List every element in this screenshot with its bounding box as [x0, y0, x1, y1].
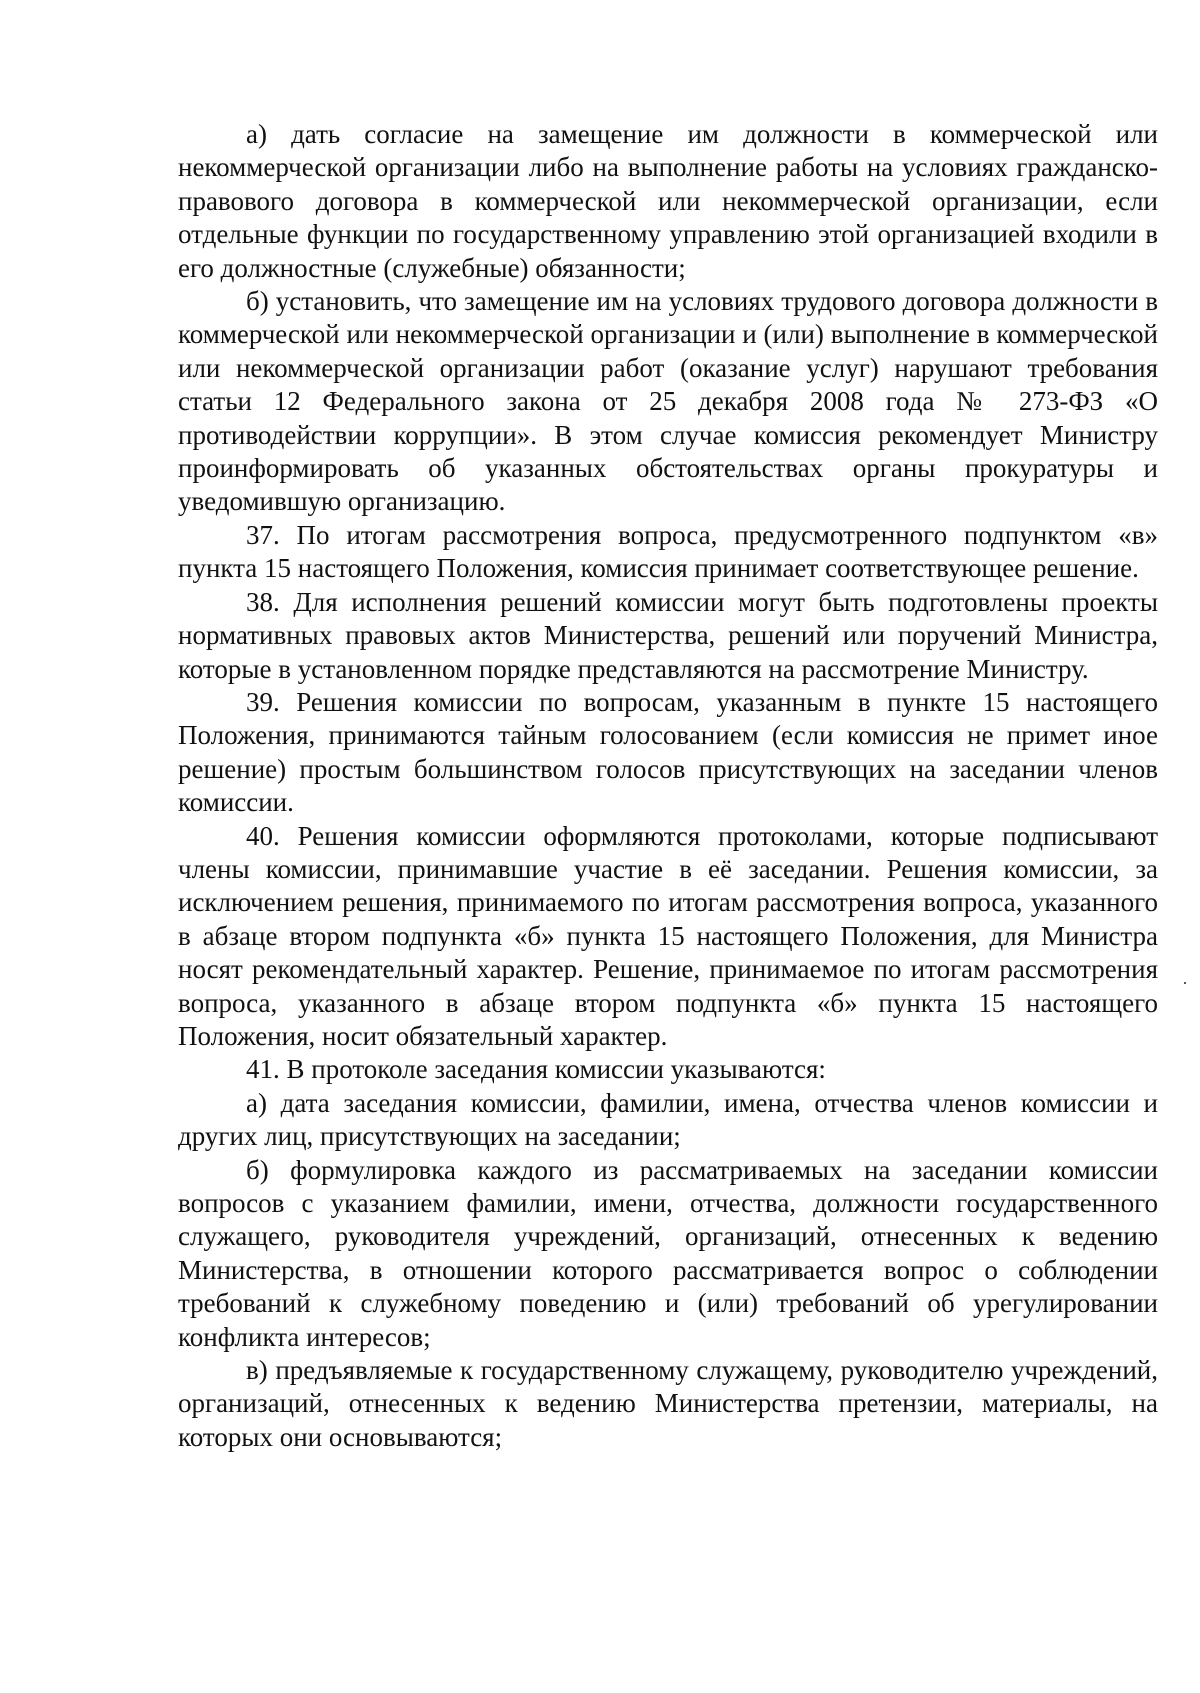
- paragraph-38: 38. Для исполнения решений комиссии могут быть подготовлены проекты нормативных правовых актов Министерства, решений или поручений Министра, которые в установленном порядке представляются на рассмотрение Министру.: [178, 586, 1158, 684]
- document-body: [178, 118, 1158, 1454]
- paragraph-40: 40. Решения комиссии оформляются протоколами, которые подписывают члены комиссии, принимавшие участие в её заседании. Решения комиссии, за исключением решения, принимаемого по итогам рассмотрения вопроса, указанного в абзаце втором подпункта «б» пункта 15 настоящего Положения, для Министра носят рекомендательный характер. Решение, принимаемое по итогам рассмотрения вопроса, указанного в абзаце втором подпункта «б» пункта 15 настоящего Положения, носит обязательный характер.: [178, 820, 1158, 1051]
- scan-artifact-dot: [1184, 982, 1186, 984]
- paragraph-41a: а) дата заседания комиссии, фамилии, имена, отчества членов комиссии и других лиц, присутствующих на заседании;: [178, 1087, 1158, 1152]
- paragraph-39: 39. Решения комиссии по вопросам, указанным в пункте 15 настоящего Положения, принимаются тайным голосованием (если комиссия не примет иное решение) простым большинством голосов присутствующих на заседании членов комиссии.: [178, 686, 1158, 818]
- paragraph-41: 41. В протоколе заседания комиссии указываются:: [246, 1054, 826, 1085]
- paragraph-37: 37. По итогам рассмотрения вопроса, предусмотренного подпунктом «в» пункта 15 настоящего Положения, комиссия принимает соответствующее решение.: [178, 519, 1158, 584]
- paragraph-41c: в) предъявляемые к государственному служащему, руководителю учреждений, организаций, отнесенных к ведению Министерства претензии, материалы, на которых они основываются;: [178, 1355, 1158, 1452]
- paragraph-36b: б) установить, что замещение им на условиях трудового договора должности в коммерческой или некоммерческой организации и (или) выполнение в коммерческой или некоммерческой организации работ (оказание услуг) нарушают требования статьи 12 Федерального закона от 25 декабря 2008 года № 273-ФЗ «О противодействии коррупции». В этом случае комиссия рекомендует Министру проинформировать об указанных обстоятельствах органы прокуратуры и уведомившую организацию.: [178, 286, 1158, 517]
- paragraph-41b: б) формулировка каждого из рассматриваемых на заседании комиссии вопросов с указанием фамилии, имени, отчества, должности государственного служащего, руководителя учреждений, организаций, отнесенных к ведению Министерства, в отношении которого рассматривается вопрос о соблюдении требований к служебному поведению и (или) требований об урегулировании конфликта интересов;: [178, 1154, 1158, 1352]
- paragraph-36a: а) дать согласие на замещение им должности в коммерческой или некоммерческой организации либо на выполнение работы на условиях гражданско-правового договора в коммерческой или некоммерческой организации, если отдельные функции по государственному управлению этой организацией входили в его должностные (служебные) обязанности;: [178, 119, 1158, 283]
